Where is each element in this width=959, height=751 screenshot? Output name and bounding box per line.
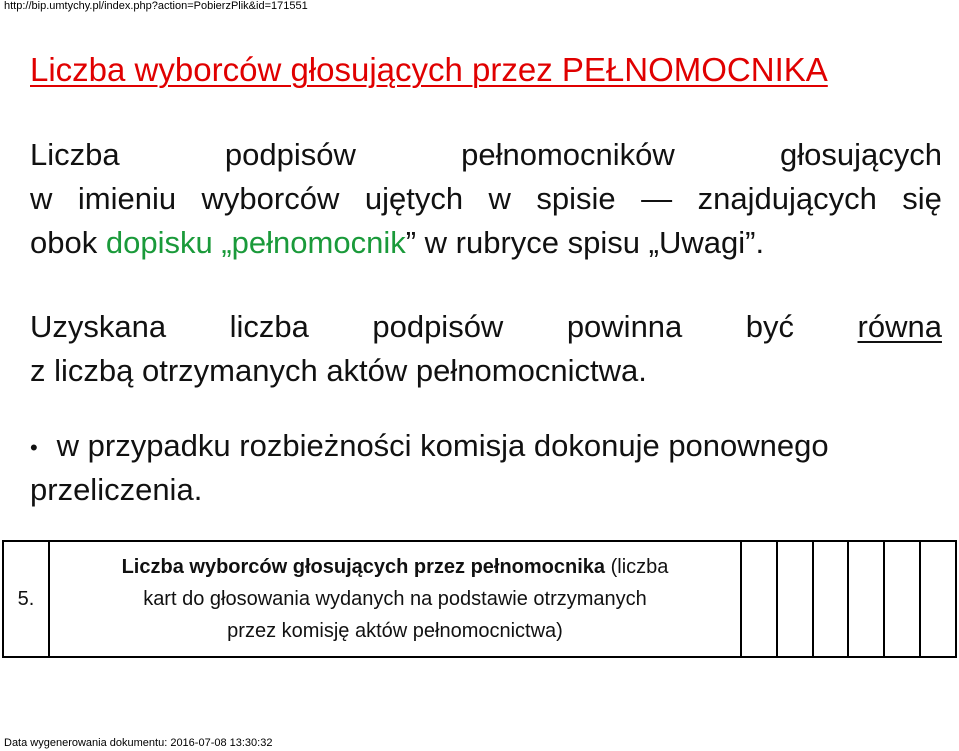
paragraph-line-3: [30, 221, 942, 265]
word-uwagi: Uwagi: [658, 225, 746, 260]
paragraph-line-2: [30, 177, 942, 221]
word: znajdujących: [697, 181, 877, 216]
word: Liczba: [30, 137, 120, 172]
description-bold: Liczba wyborców głosujących przez pełnomocnika: [121, 556, 606, 578]
word: Uzyskana: [30, 309, 167, 344]
description-rest: (liczba: [605, 556, 669, 578]
word: powinna: [566, 309, 683, 344]
description-line-3: przez komisję aktów pełnomocnictwa): [227, 620, 563, 642]
close-quote: ”: [405, 225, 417, 260]
word: się: [902, 181, 942, 216]
row-description: [49, 541, 741, 657]
underlined-word-rowna: równa: [857, 309, 942, 344]
word: głosujących: [780, 137, 942, 172]
close-quote: ”: [745, 225, 756, 260]
word: w: [30, 181, 53, 216]
paragraph-equal-count: [30, 305, 942, 393]
description-line-2: kart do głosowania wydanych na podstawie otrzymanych: [143, 588, 647, 610]
protocol-table-row: [2, 540, 957, 658]
bullet-text: w przypadku rozbieżności komisja dokonuje ponownego: [56, 428, 829, 463]
green-word-dopisku: dopisku: [105, 225, 213, 260]
row-number: 5.: [3, 541, 49, 657]
word: podpisów: [372, 309, 504, 344]
paragraph-signatures: [30, 133, 942, 265]
digit-box[interactable]: [741, 541, 777, 657]
word: pełnomocników: [461, 137, 675, 172]
word: wyborców: [201, 181, 340, 216]
bullet-line-2: przeliczenia.: [30, 472, 203, 507]
word: spisie: [536, 181, 616, 216]
generation-date: Data wygenerowania dokumentu: 2016-07-08 13:30:32: [4, 737, 273, 749]
bullet-icon: •: [30, 434, 38, 460]
description-line-1: [50, 551, 740, 583]
bullet-line-1: [30, 424, 942, 468]
word: liczba: [229, 309, 309, 344]
green-word-pelnomocnik: pełnomocnik: [231, 225, 406, 260]
open-quote: „: [221, 225, 232, 260]
word: w: [488, 181, 511, 216]
period: .: [755, 225, 765, 260]
word: obok: [30, 225, 98, 260]
paragraph-line-1: [30, 133, 942, 177]
digit-box[interactable]: [813, 541, 849, 657]
digit-box[interactable]: [920, 541, 956, 657]
digit-box[interactable]: [777, 541, 813, 657]
page-title: Liczba wyborców głosujących przez PEŁNOMOCNIKA: [30, 51, 828, 88]
word: imieniu: [77, 181, 177, 216]
source-url: http://bip.umtychy.pl/index.php?action=PobierzPlik&id=171551: [4, 0, 308, 12]
word: być: [745, 309, 795, 344]
word: —: [641, 181, 673, 216]
table-row: [3, 541, 956, 657]
word: ujętych: [364, 181, 464, 216]
paragraph-line-1: [30, 305, 942, 349]
paragraph-line-2: z liczbą otrzymanych aktów pełnomocnictwa.: [30, 353, 647, 388]
bullet-item: [30, 424, 942, 512]
digit-box[interactable]: [884, 541, 920, 657]
open-quote: „: [648, 225, 659, 260]
digit-box[interactable]: [848, 541, 884, 657]
text-segment: w rubryce spisu: [424, 225, 641, 260]
word: podpisów: [224, 137, 356, 172]
